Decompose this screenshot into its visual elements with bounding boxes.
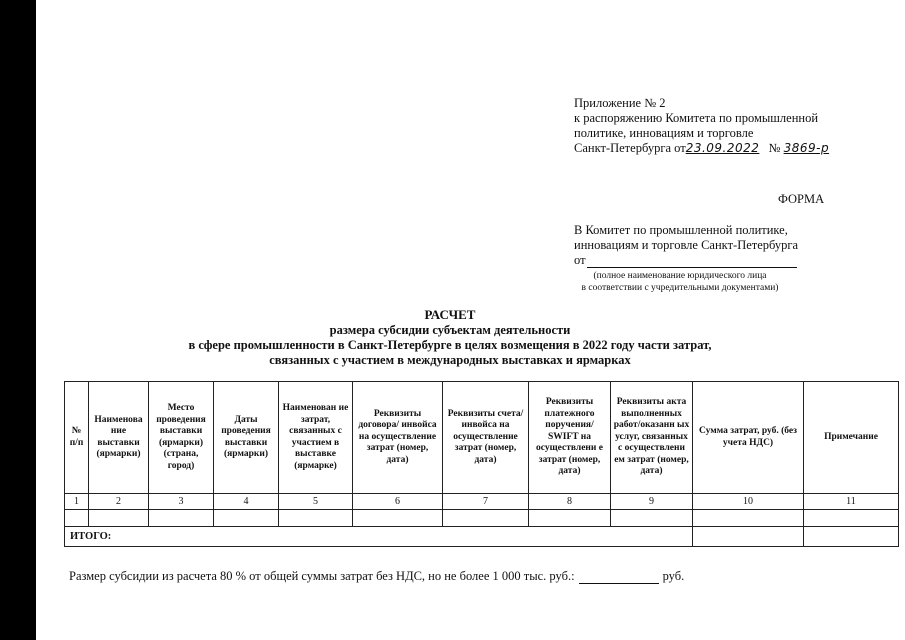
empty-cell[interactable]	[693, 510, 804, 527]
appendix-line-3: политике, инновациям и торговле	[574, 126, 754, 140]
title-line-3: связанных с участием в международных выставках и ярмарках	[269, 353, 631, 367]
empty-cell[interactable]	[214, 510, 279, 527]
column-number: 11	[804, 494, 899, 510]
column-header: Место проведения выставки (ярмарки) (страна, город)	[149, 382, 214, 494]
calculation-table	[64, 381, 899, 547]
column-number: 7	[443, 494, 529, 510]
form-label: ФОРМА	[778, 192, 825, 206]
column-header: Реквизиты счета/ инвойса на осуществление затрат (номер, дата)	[443, 382, 529, 494]
empty-cell[interactable]	[443, 510, 529, 527]
title-line-2: в сфере промышленности в Санкт-Петербурге в целях возмещения в 2022 году части затрат,	[188, 338, 712, 352]
column-header: Даты проведения выставки (ярмарки)	[214, 382, 279, 494]
subsidy-amount-blank[interactable]	[579, 572, 659, 584]
total-row	[65, 527, 899, 547]
empty-cell[interactable]	[804, 510, 899, 527]
addressee-from-line	[574, 253, 800, 268]
handwritten-date: 23.09.2022	[685, 141, 760, 155]
total-note-cell[interactable]	[804, 527, 899, 547]
column-header: Сумма затрат, руб. (без учета НДС)	[693, 382, 804, 494]
column-number: 10	[693, 494, 804, 510]
column-header: № п/п	[65, 382, 89, 494]
table-header-row	[65, 382, 899, 494]
empty-cell[interactable]	[353, 510, 443, 527]
addressee-block	[574, 223, 800, 294]
empty-cell[interactable]	[65, 510, 89, 527]
column-number: 6	[353, 494, 443, 510]
document-title	[150, 307, 750, 368]
addressee-line-1: В Комитет по промышленной политике,	[574, 223, 788, 237]
handwritten-number: 3869-р	[783, 141, 830, 155]
empty-cell[interactable]	[279, 510, 353, 527]
column-number: 8	[529, 494, 611, 510]
appendix-city-from: Санкт-Петербурга от	[574, 141, 686, 155]
column-header: Примечание	[804, 382, 899, 494]
subsidy-text: Размер субсидии из расчета 80 % от общей суммы затрат без НДС, но не более 1 000 тыс. руб.:	[69, 569, 575, 583]
number-sign: №	[768, 141, 781, 155]
empty-cell[interactable]	[149, 510, 214, 527]
table-row	[65, 510, 899, 527]
title-line-1: размера субсидии субъектам деятельности	[329, 323, 571, 337]
appendix-line-4	[574, 141, 829, 156]
addressee-note-line-1: (полное наименование юридического лица	[593, 271, 767, 281]
column-number: 3	[149, 494, 214, 510]
column-number: 9	[611, 494, 693, 510]
scan-dark-edge	[0, 0, 36, 640]
title-main: РАСЧЕТ	[424, 307, 476, 322]
empty-cell[interactable]	[529, 510, 611, 527]
from-blank-field[interactable]	[587, 256, 797, 268]
column-number: 2	[89, 494, 149, 510]
total-amount-cell[interactable]	[693, 527, 804, 547]
addressee-line-2: инновациям и торговле Санкт-Петербурга	[574, 238, 799, 252]
column-header: Наименова ние выставки (ярмарки)	[89, 382, 149, 494]
column-number: 4	[214, 494, 279, 510]
column-header: Наименован ие затрат, связанных с участием в выставке (ярмарке)	[279, 382, 353, 494]
from-label: от	[574, 253, 586, 267]
empty-cell[interactable]	[89, 510, 149, 527]
appendix-block	[574, 96, 829, 156]
subsidy-unit: руб.	[662, 569, 685, 583]
addressee-note-line-2: в соответствии с учредительными документами)	[581, 283, 779, 293]
column-number-row	[65, 494, 899, 510]
column-number: 1	[65, 494, 89, 510]
column-header: Реквизиты договора/ инвойса на осуществление затрат (номер, дата)	[353, 382, 443, 494]
empty-cell[interactable]	[611, 510, 693, 527]
total-label: ИТОГО:	[65, 527, 693, 547]
column-number: 5	[279, 494, 353, 510]
column-header: Реквизиты платежного поручения/ SWIFT на осуществлени е затрат (номер, дата)	[529, 382, 611, 494]
appendix-line-2: к распоряжению Комитета по промышленной	[574, 111, 819, 125]
subsidy-footer	[69, 569, 684, 584]
appendix-number: Приложение № 2	[574, 96, 666, 110]
column-header: Реквизиты акта выполненных работ/оказанн ых услуг, связанных с осуществлени ем затрат (номер, дата)	[611, 382, 693, 494]
addressee-note	[560, 270, 800, 294]
